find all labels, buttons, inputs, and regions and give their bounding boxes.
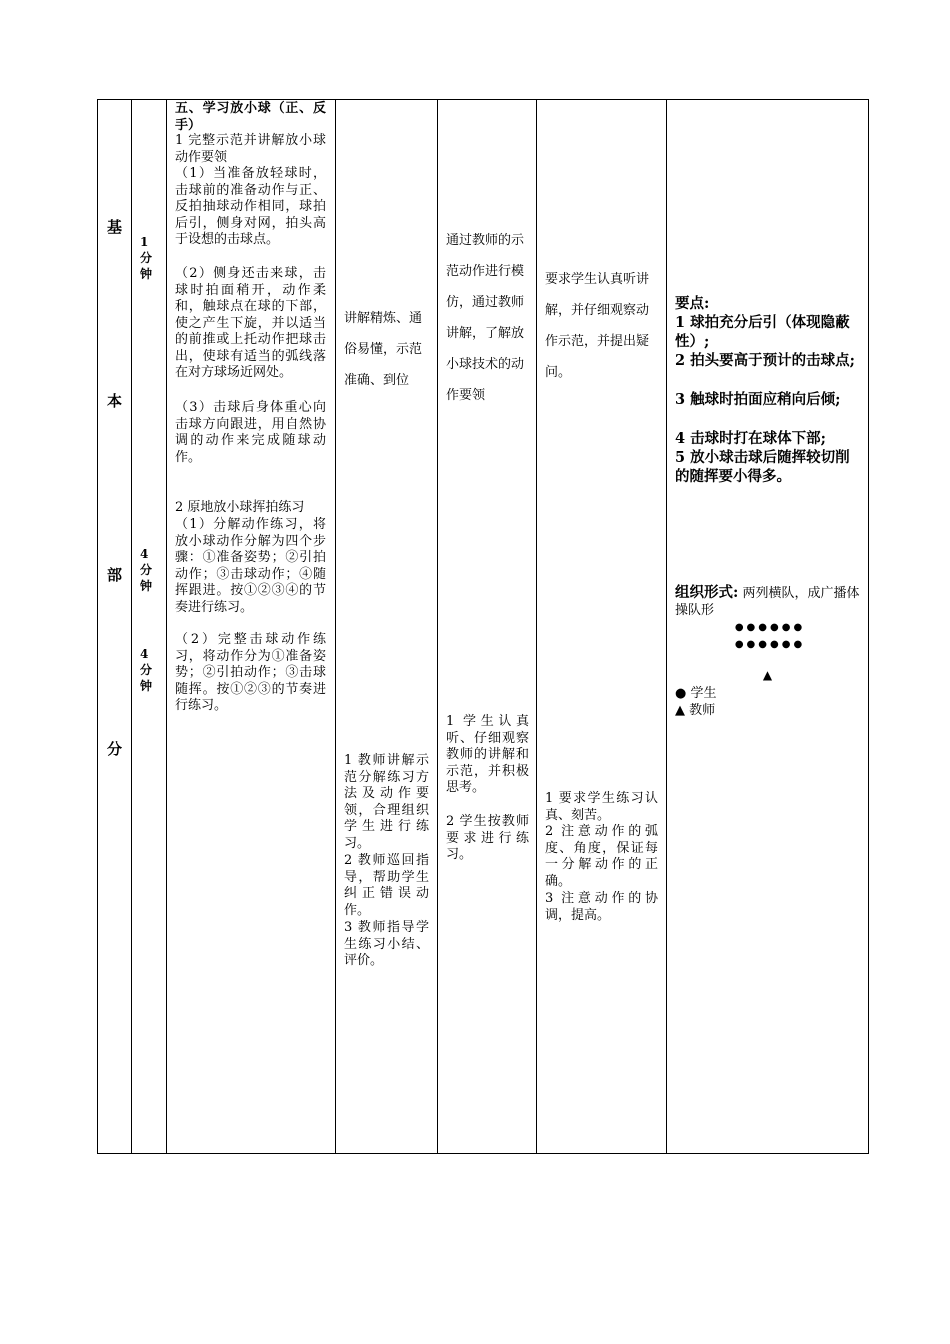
content-paragraph: （2）完整击球动作练习，将动作分为①准备姿势；②引拍动作；③击球随挥。按①②③的节奏进行练习。 xyxy=(175,632,326,713)
legend-student: ● 学生 xyxy=(675,686,717,701)
teacher-bottom-text: 3 教师指导学生练习小结、评价。 xyxy=(344,920,429,968)
teacher-bottom-text: 2 教师巡回指导，帮助学生纠正错误动作。 xyxy=(344,853,429,918)
student-activity-cell xyxy=(438,100,537,1154)
content-cell xyxy=(167,100,336,1154)
organization-title: 组织形式: xyxy=(675,584,739,601)
organization-text: 两列横队，成广播体操队形 xyxy=(675,586,860,618)
section-cell xyxy=(98,100,132,1154)
requirements-bottom-text: 1 要求学生练习认真、刻苦。 xyxy=(545,791,658,823)
key-point: 4 击球时打在球体下部; xyxy=(675,430,826,447)
teacher-bottom-text: 1 教师讲解示范分解练习方法及动作要领，合理组织学生进行练习。 xyxy=(344,753,429,851)
student-formation-row: ●●●●●● xyxy=(734,622,806,633)
student-bottom-text: 1 学生认真听、仔细观察教师的讲解和示范，并积极思考。 xyxy=(446,714,529,795)
section-char: 基 xyxy=(106,218,122,236)
content-paragraph: （1）分解动作练习，将放小球动作分解为四个步骤：①准备姿势；②引拍动作；③击球动作；④随挥跟进。按①②③④的节奏进行练习。 xyxy=(175,517,326,615)
content-heading: 五、学习放小球（正、反手） xyxy=(175,101,326,133)
student-formation-row: ●●●●●● xyxy=(734,639,806,650)
key-point: 3 触球时拍面应稍向后倾; xyxy=(675,391,841,408)
content-paragraph: 1 完整示范并讲解放小球动作要领 xyxy=(175,133,326,165)
student-top-text: 通过教师的示范动作进行模仿，通过教师讲解，了解放小球技术的动作要领 xyxy=(446,233,525,403)
key-point: 5 放小球击球后随挥较切削的随挥要小得多。 xyxy=(675,449,850,485)
teacher-activity-cell xyxy=(336,100,438,1154)
time-cell xyxy=(132,100,167,1154)
teacher-top-text: 讲解精炼、通俗易懂，示范准确、到位 xyxy=(344,311,423,388)
time-block: 4 分 钟 xyxy=(140,547,153,593)
content-paragraph: （1）当准备放轻球时，击球前的准备动作与正、反拍抽球动作相同，球拍后引，侧身对网，拍头高于设想的击球点。 xyxy=(175,166,326,247)
key-points-title: 要点: xyxy=(675,295,710,312)
requirements-bottom-text: 2 注意动作的弧度、角度，保证每一分解动作的正确。 xyxy=(545,824,658,889)
section-char: 分 xyxy=(106,740,122,758)
teacher-position-icon: ▲ xyxy=(762,668,773,682)
student-bottom-text: 2 学生按教师要求进行练习。 xyxy=(446,814,529,862)
content-paragraph: 2 原地放小球挥拍练习 xyxy=(175,500,305,515)
requirements-cell xyxy=(537,100,667,1154)
time-block: 1 分 钟 xyxy=(140,235,153,281)
section-char: 本 xyxy=(106,392,122,410)
lesson-plan-table xyxy=(97,99,869,1154)
time-block: 4 分 钟 xyxy=(140,647,153,693)
content-paragraph: （3）击球后身体重心向击球方向跟进，用自然协调的动作来完成随球动作。 xyxy=(175,400,326,465)
legend-teacher: ▲ 教师 xyxy=(675,703,716,718)
content-paragraph: （2）侧身还击来球，击球时拍面稍开，动作柔和，触球点在球的下部，使之产生下旋，并以适当的前推或上托动作把球击出，使球有适当的弧线落在对方球场近网处。 xyxy=(175,266,326,380)
requirements-top-text: 要求学生认真听讲解，并仔细观察动作示范，并提出疑问。 xyxy=(545,272,650,380)
section-char: 部 xyxy=(106,566,122,584)
organization-form xyxy=(675,584,860,619)
key-point: 2 拍头要高于预计的击球点; xyxy=(675,352,855,369)
requirements-bottom-text: 3 注意动作的协调，提高。 xyxy=(545,891,658,923)
notes-cell xyxy=(667,100,869,1154)
key-point: 1 球拍充分后引（体现隐蔽性）; xyxy=(675,314,850,350)
